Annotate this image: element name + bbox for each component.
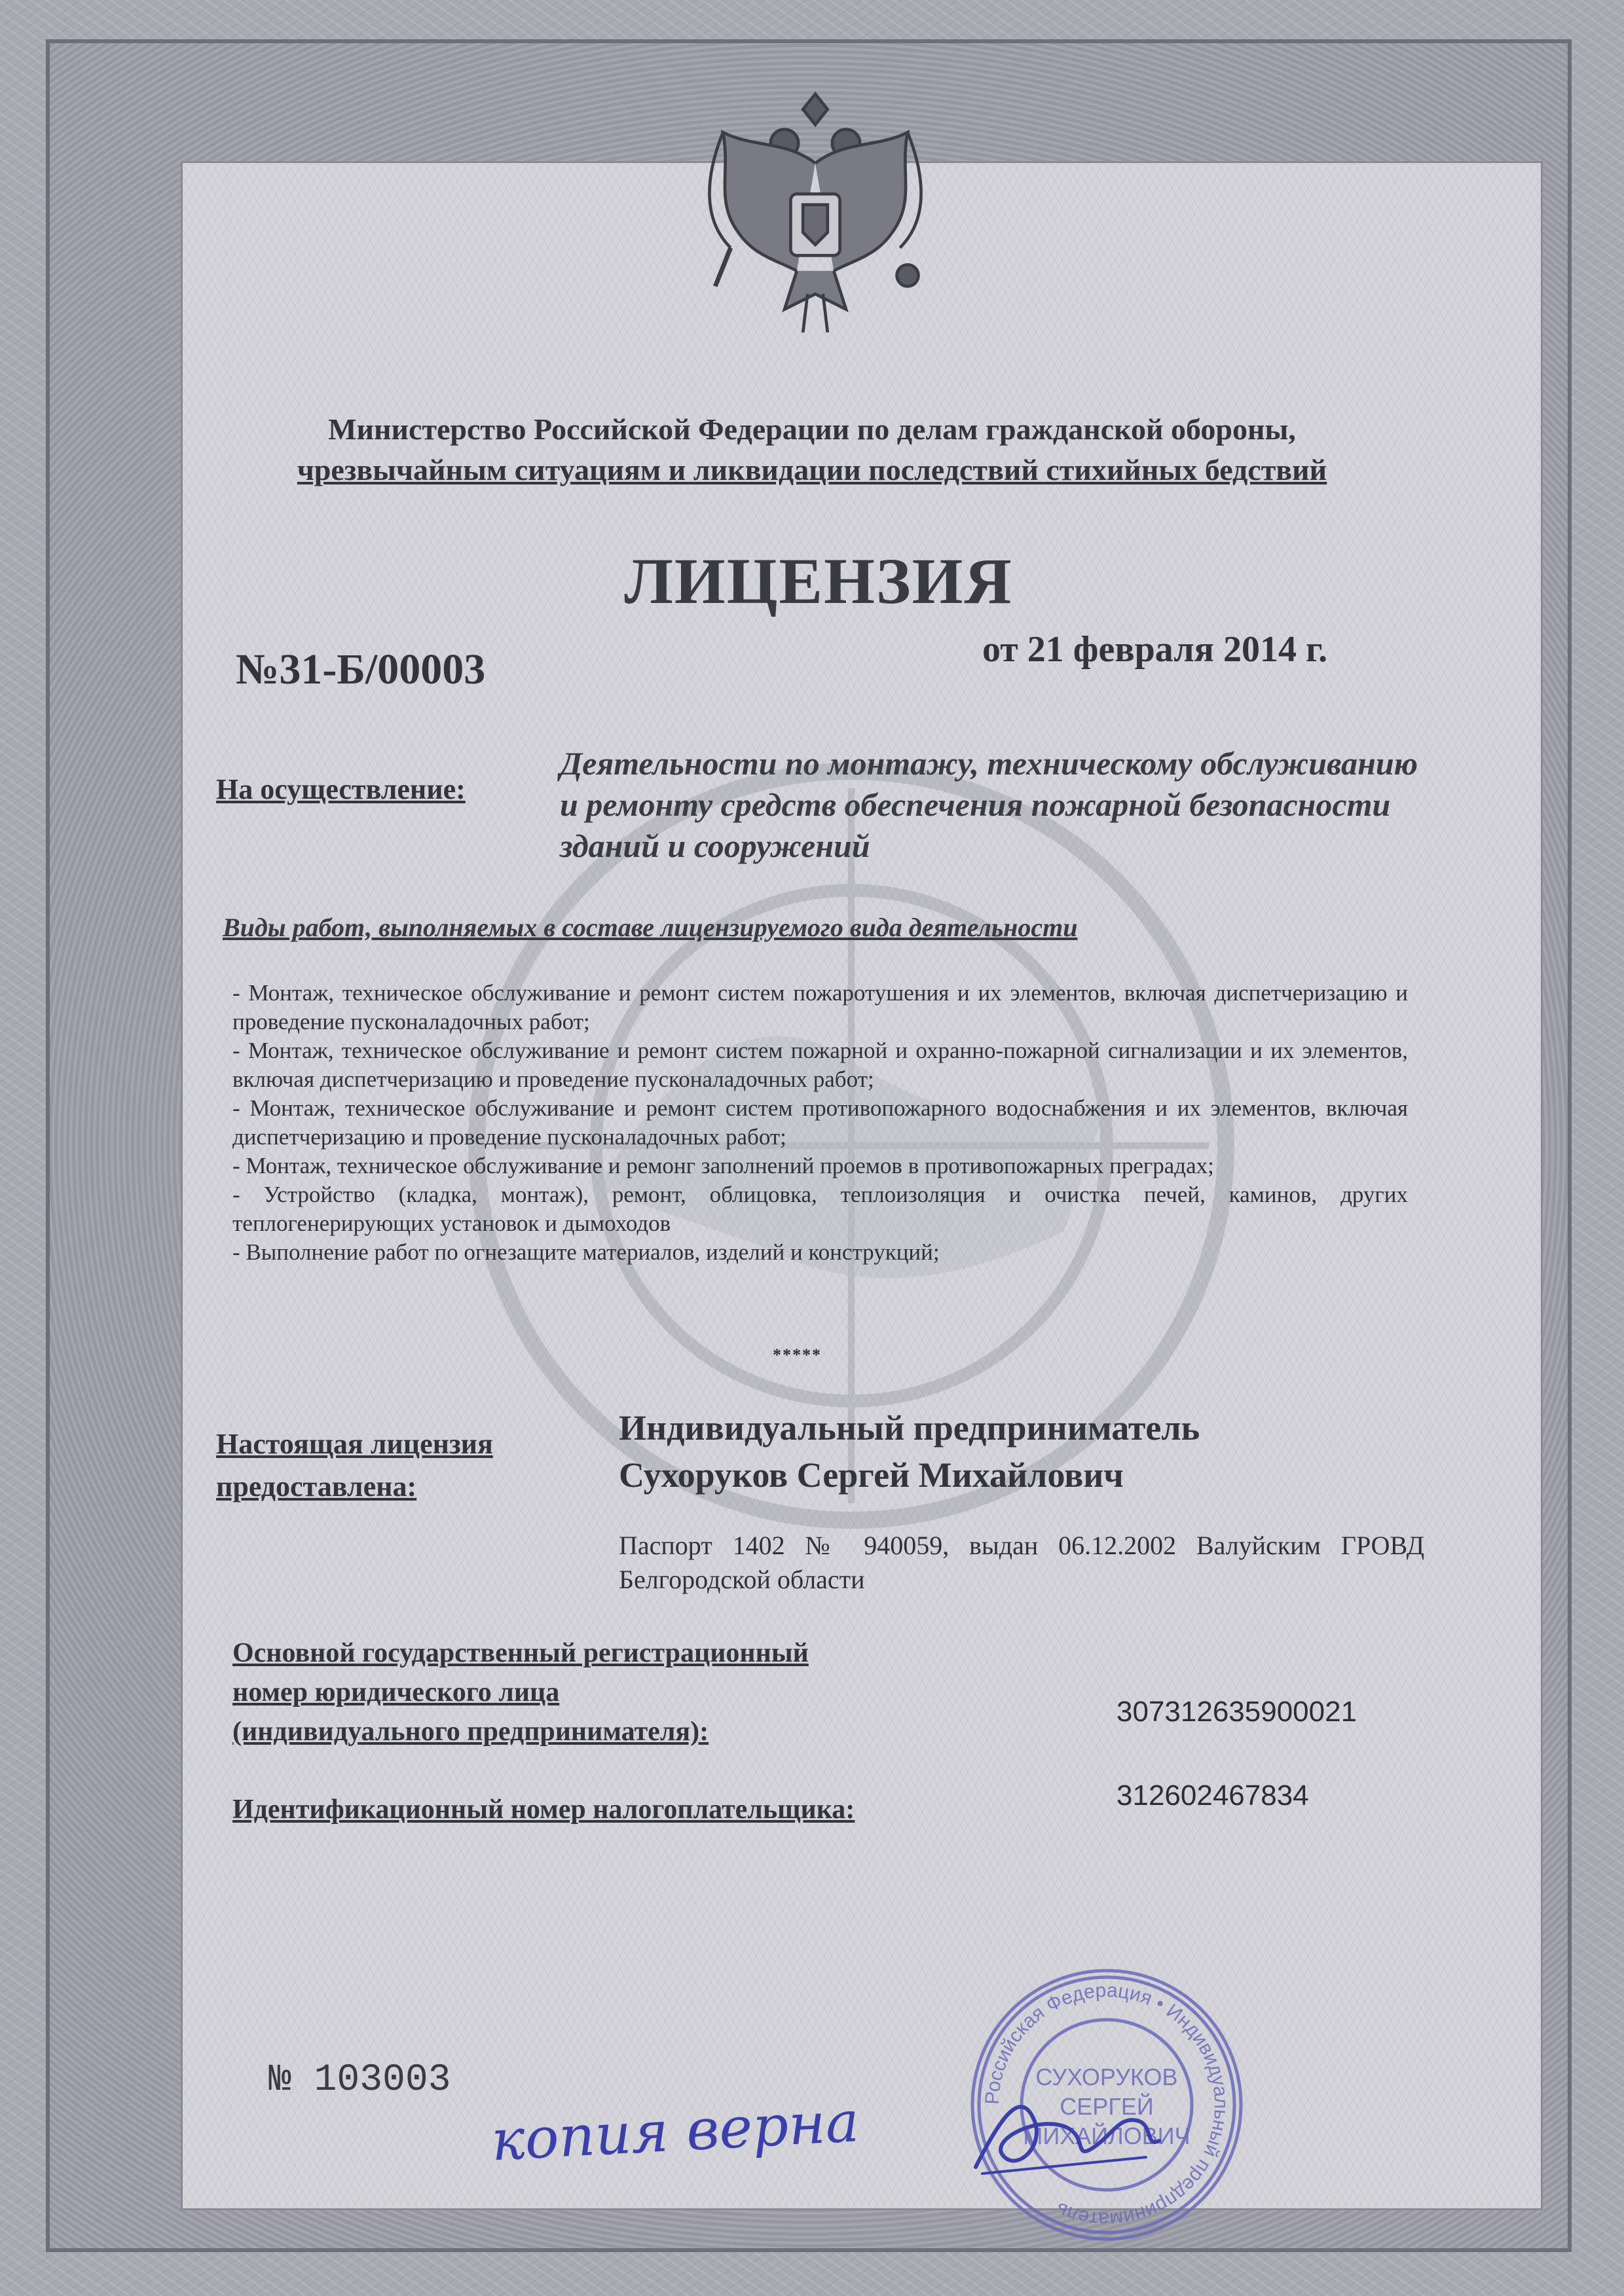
passport-info: Паспорт 1402 № 940059, выдан 06.12.2002 Валуйским ГРОВД Белгородской области <box>619 1531 1424 1594</box>
stamp-center-line-3: МИХАЙЛОВИЧ <box>1023 2123 1190 2149</box>
works-item: - Монтаж, техническое обслуживание и ремонт систем противопожарного водоснабжения и их элементов, включая диспетчеризацию и проведение пусконаладочных работ; <box>232 1095 1408 1150</box>
stamp-center-line-2: СЕРГЕЙ <box>1060 2093 1154 2120</box>
stamp-center-line-1: СУХОРУКОВ <box>1035 2064 1178 2090</box>
works-item: - Монтаж, техническое обслуживание и ремонг заполнений проемов в противопожарных преградах; <box>232 1153 1214 1178</box>
license-number: №31-Б/00003 <box>236 646 486 693</box>
works-title: Виды работ, выполняемых в составе лицензируемого вида деятельности <box>223 913 1078 942</box>
coat-of-arms-icon <box>661 79 969 386</box>
ogrn-label <box>232 1633 953 1751</box>
activity-text: Деятельности по монтажу, техническому обслуживанию и ремонту средств обеспечения пожарной безопасности зданий и сооружений <box>560 745 1418 864</box>
holder-label-line-1: Настоящая лицензия <box>216 1428 493 1460</box>
works-separator: ***** <box>773 1345 822 1364</box>
stamp-ring-text: Российская Федерация • Индивидуальный предприниматель <box>981 1979 1232 2231</box>
inn-value: 312602467834 <box>1116 1779 1309 1812</box>
works-item: - Выполнение работ по огнезащите материалов, изделий и конструкций; <box>232 1239 940 1265</box>
document-title: ЛИЦЕНЗИЯ <box>624 545 1013 617</box>
activity-label: На осуществление: <box>216 773 466 805</box>
holder-label-line-2: предоставлена: <box>216 1470 417 1503</box>
ogrn-label-line-2: номер юридического лица <box>232 1677 560 1707</box>
works-item: - Монтаж, техническое обслуживание и ремонт систем пожаротушения и их элементов, включая диспетчеризацию и проведение пусконаладочных работ; <box>232 980 1408 1034</box>
form-serial-number: № 103003 <box>268 2059 451 2102</box>
holder-type: Индивидуальный предприниматель <box>619 1408 1200 1448</box>
ogrn-value: 307312635900021 <box>1116 1696 1357 1728</box>
ministry-header <box>170 409 1454 490</box>
license-date: от 21 февраля 2014 г. <box>982 629 1328 670</box>
holder-name: Сухоруков Сергей Михайлович <box>619 1455 1124 1495</box>
ministry-line-1: Министерство Российской Федерации по делам гражданской обороны, <box>328 412 1296 446</box>
handwritten-note-text: копия верна <box>489 2089 861 2174</box>
works-item: - Устройство (кладка, монтаж), ремонт, облицовка, теплоизоляция и очистка печей, каминов, других теплогенерирующих установок и дымоходов <box>232 1182 1408 1236</box>
handwritten-note <box>485 2088 982 2174</box>
ministry-line-2: чрезвычайным ситуациям и ликвидации последствий стихийных бедствий <box>297 453 1327 486</box>
works-item: - Монтаж, техническое обслуживание и ремонт систем пожарной и охранно-пожарной сигнализации и их элементов, включая диспетчеризацию и проведение пусконаладочных работ; <box>232 1038 1408 1092</box>
ogrn-label-line-1: Основной государственный регистрационный <box>232 1638 809 1668</box>
signature <box>963 2075 1172 2187</box>
ogrn-label-line-3: (индивидуального предпринимателя): <box>232 1717 709 1747</box>
holder-block <box>619 1404 1437 1499</box>
works-list <box>232 979 1408 1267</box>
inn-label: Идентификационный номер налогоплательщика: <box>232 1795 855 1825</box>
